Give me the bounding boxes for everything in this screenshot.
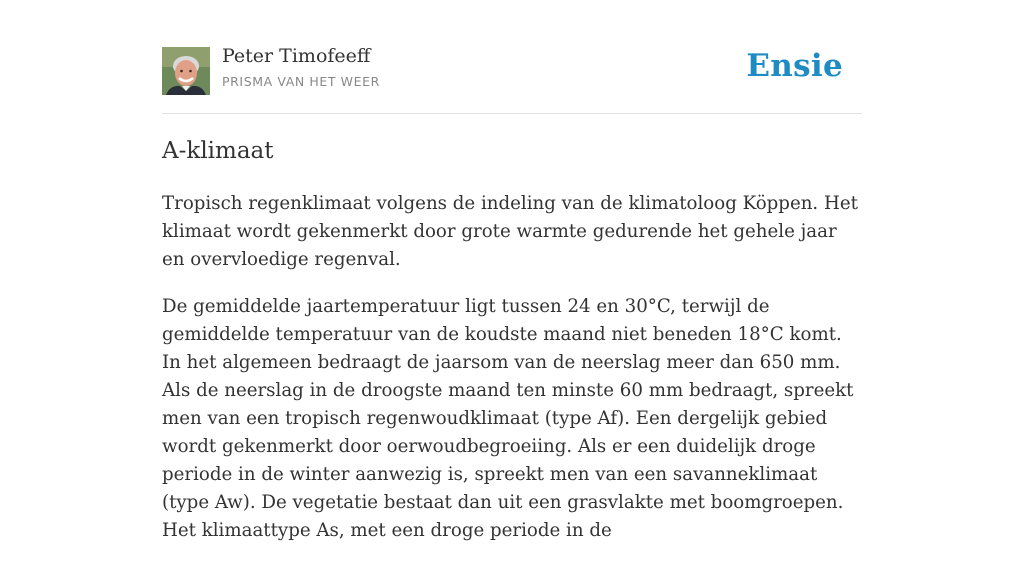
author-avatar[interactable]: [162, 47, 210, 95]
article-header: [162, 0, 862, 114]
avatar-portrait-icon: [162, 47, 210, 95]
article-container: [162, 0, 862, 541]
article-paragraph: De gemiddelde jaartemperatuur ligt tussen 24 en 30°C, terwijl de gemiddelde temperatuur van de koudste maand niet beneden 18°C komt. In het algemeen bedraagt de jaarsom van de neerslag meer dan 650 mm. Als de neerslag in de droogste maand ten minste 60 mm bedraagt, spreekt men van een tropisch regenwoudklimaat (type Af). Een dergelijk gebied wordt gekenmerkt door oerwoudbegroeiing. Als er een duidelijk droge periode in de winter aanwezig is, spreekt men van een savanneklimaat (type Aw). De vegetatie bestaat dan uit een grasvlakte met boomgroepen. Het klimaattype As, met een droge periode in de: [162, 296, 854, 541]
author-name[interactable]: Peter Timofeeff: [222, 45, 371, 67]
article-body: [162, 190, 862, 564]
article-paragraph: Tropisch regenklimaat volgens de indeling van de klimatoloog Köppen. Het klimaat wordt gekenmerkt door grote warmte gedurende het gehele jaar en overvloedige regenval.: [162, 193, 858, 270]
article-title: A-klimaat: [162, 138, 274, 164]
brand-logo[interactable]: Ensie: [746, 48, 843, 84]
author-subtitle[interactable]: PRISMA VAN HET WEER: [222, 74, 380, 89]
